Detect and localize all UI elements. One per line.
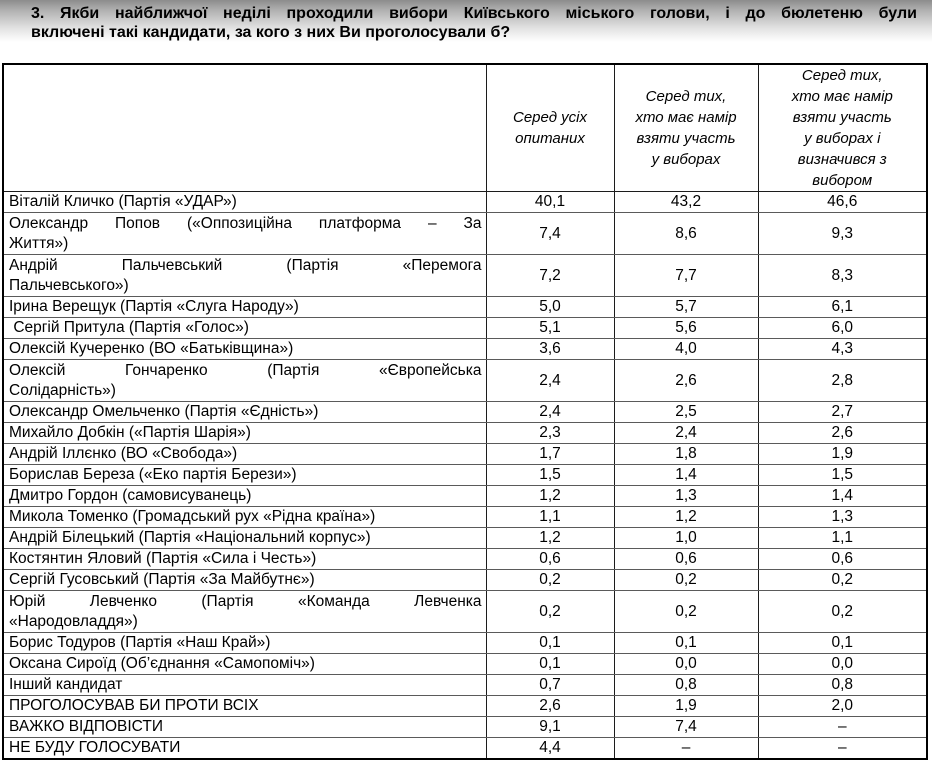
table-row — [3, 192, 927, 213]
column-header-line: вибором — [812, 172, 873, 189]
value-cell: 2,5 — [614, 402, 758, 423]
candidate-cell — [3, 402, 486, 423]
value-cell: 40,1 — [486, 192, 614, 213]
table-row — [3, 360, 927, 402]
value-cell: 0,8 — [758, 675, 927, 696]
candidate-line: Ірина Верещук (Партія «Слуга Народу») — [9, 298, 299, 315]
value-cell: 0,2 — [758, 570, 927, 591]
value-cell: 2,0 — [758, 696, 927, 717]
header-candidate-empty-cell — [3, 64, 486, 192]
candidate-line: НЕ БУДУ ГОЛОСУВАТИ — [9, 739, 181, 756]
column-header-line: у виборах — [651, 151, 721, 168]
value-cell: 1,9 — [614, 696, 758, 717]
value-cell: 1,5 — [486, 465, 614, 486]
column-header-among-all-respondents — [486, 64, 614, 192]
table-row — [3, 255, 927, 297]
value-cell: 1,2 — [614, 507, 758, 528]
column-header-line: визначився з — [797, 151, 887, 168]
value-cell: 0,6 — [614, 549, 758, 570]
value-cell: 2,4 — [614, 423, 758, 444]
value-cell: 7,4 — [486, 213, 614, 255]
value-cell: 0,2 — [486, 591, 614, 633]
value-cell: 6,0 — [758, 318, 927, 339]
candidate-line: Віталій Кличко (Партія «УДАР») — [9, 193, 237, 210]
table-row — [3, 675, 927, 696]
value-cell: 3,6 — [486, 339, 614, 360]
candidate-line: Життя») — [9, 234, 69, 252]
value-cell: 43,2 — [614, 192, 758, 213]
column-header-line: Серед тих, — [801, 67, 883, 84]
table-row — [3, 402, 927, 423]
value-cell: 8,6 — [614, 213, 758, 255]
value-cell: 1,3 — [758, 507, 927, 528]
table-row — [3, 549, 927, 570]
candidate-line: Борис Тодуров (Партія «Наш Край») — [9, 634, 271, 651]
table-row — [3, 654, 927, 675]
value-cell: 2,3 — [486, 423, 614, 444]
candidate-cell — [3, 192, 486, 213]
candidate-line: Сергій Притула (Партія «Голос») — [9, 319, 249, 336]
value-cell: 0,6 — [758, 549, 927, 570]
value-cell: 0,1 — [486, 633, 614, 654]
value-cell: 1,9 — [758, 444, 927, 465]
candidate-line: Борислав Береза («Еко партія Берези») — [9, 466, 297, 483]
table-row — [3, 486, 927, 507]
value-cell: 1,8 — [614, 444, 758, 465]
value-cell: 0,2 — [758, 591, 927, 633]
value-cell: 2,4 — [486, 360, 614, 402]
value-cell: 7,2 — [486, 255, 614, 297]
value-cell: 7,4 — [614, 717, 758, 738]
table-row — [3, 591, 927, 633]
candidate-cell — [3, 528, 486, 549]
column-header-among-intending-to-vote — [614, 64, 758, 192]
table-row — [3, 339, 927, 360]
candidate-line: Оксана Сироїд (Об’єднання «Самопоміч») — [9, 655, 315, 672]
candidate-cell — [3, 297, 486, 318]
results-table — [2, 63, 928, 760]
value-cell: 0,1 — [758, 633, 927, 654]
value-cell: 9,1 — [486, 717, 614, 738]
table-row — [3, 633, 927, 654]
candidate-cell — [3, 339, 486, 360]
candidate-cell — [3, 633, 486, 654]
candidate-cell — [3, 654, 486, 675]
value-cell: 1,7 — [486, 444, 614, 465]
candidate-cell — [3, 675, 486, 696]
candidate-line: Костянтин Яловий (Партія «Сила і Честь») — [9, 550, 317, 567]
candidate-cell — [3, 444, 486, 465]
value-cell: 0,0 — [758, 654, 927, 675]
value-cell: – — [758, 738, 927, 760]
value-cell: 5,1 — [486, 318, 614, 339]
candidate-cell — [3, 738, 486, 760]
value-cell: 0,6 — [486, 549, 614, 570]
candidate-line: ПРОГОЛОСУВАВ БИ ПРОТИ ВСІХ — [9, 697, 259, 714]
candidate-cell — [3, 423, 486, 444]
candidate-line: Олександр Попов («Оппозиційна платформа – За — [9, 214, 482, 232]
candidate-cell — [3, 255, 486, 297]
column-header-line: у виборах і — [804, 130, 881, 147]
value-cell: 4,0 — [614, 339, 758, 360]
column-header-line: хто має намір — [791, 88, 893, 105]
column-header-line: хто має намір — [635, 109, 737, 126]
value-cell: 0,1 — [486, 654, 614, 675]
value-cell: 1,1 — [758, 528, 927, 549]
candidate-line: Юрій Левченко (Партія «Команда Левченка — [9, 592, 482, 610]
value-cell: 1,3 — [614, 486, 758, 507]
column-header-line: Серед тих, — [645, 88, 727, 105]
value-cell: 0,2 — [614, 570, 758, 591]
candidate-cell — [3, 591, 486, 633]
candidate-cell — [3, 360, 486, 402]
value-cell: 2,6 — [758, 423, 927, 444]
candidate-cell — [3, 507, 486, 528]
candidate-line: Андрій Пальчевський (Партія «Перемога — [9, 256, 482, 274]
column-header-line: Серед усіх — [513, 109, 587, 126]
candidate-cell — [3, 717, 486, 738]
value-cell: 1,0 — [614, 528, 758, 549]
value-cell: 0,7 — [486, 675, 614, 696]
candidate-line: Дмитро Гордон (самовисуванець) — [9, 487, 252, 504]
candidate-line: Олександр Омельченко (Партія «Єдність») — [9, 403, 319, 420]
table-row — [3, 507, 927, 528]
value-cell: 0,1 — [614, 633, 758, 654]
value-cell: 1,5 — [758, 465, 927, 486]
value-cell: 1,1 — [486, 507, 614, 528]
table-row — [3, 738, 927, 760]
value-cell: 1,2 — [486, 528, 614, 549]
value-cell: 0,8 — [614, 675, 758, 696]
value-cell: 2,6 — [486, 696, 614, 717]
value-cell: 1,2 — [486, 486, 614, 507]
candidate-line: Олексій Гончаренко (Партія «Європейська — [9, 361, 482, 379]
value-cell: 1,4 — [758, 486, 927, 507]
question-title-line-2: включені такі кандидати, за кого з них Ви проголосували б? — [31, 24, 511, 41]
table-row — [3, 213, 927, 255]
value-cell: 0,2 — [614, 591, 758, 633]
table-row — [3, 696, 927, 717]
value-cell: 2,4 — [486, 402, 614, 423]
value-cell: 4,4 — [486, 738, 614, 760]
value-cell: 46,6 — [758, 192, 927, 213]
question-title-line-1: 3. Якби найближчої неділі проходили вибори Київського міського голови, і до бюлетеню були — [31, 5, 917, 22]
column-header-line: опитаних — [515, 130, 585, 147]
value-cell: 7,7 — [614, 255, 758, 297]
value-cell: 5,6 — [614, 318, 758, 339]
table-body — [3, 192, 927, 760]
candidate-cell — [3, 465, 486, 486]
table-row — [3, 444, 927, 465]
table-row — [3, 570, 927, 591]
table-row — [3, 297, 927, 318]
candidate-line: Пальчевського») — [9, 276, 129, 294]
table-row — [3, 528, 927, 549]
candidate-cell — [3, 549, 486, 570]
table-row — [3, 717, 927, 738]
value-cell: 5,7 — [614, 297, 758, 318]
value-cell: 2,8 — [758, 360, 927, 402]
candidate-line: Олексій Кучеренко (ВО «Батьківщина») — [9, 340, 294, 357]
candidate-line: Михайло Добкін («Партія Шарія») — [9, 424, 251, 441]
table-header-row — [3, 64, 927, 192]
candidate-line: ВАЖКО ВІДПОВІСТИ — [9, 718, 163, 735]
value-cell: 4,3 — [758, 339, 927, 360]
candidate-line: Андрій Іллєнко (ВО «Свобода») — [9, 445, 238, 462]
value-cell: 2,6 — [614, 360, 758, 402]
candidate-line: Сергій Гусовський (Партія «За Майбутнє») — [9, 571, 315, 588]
value-cell: – — [758, 717, 927, 738]
candidate-line: Солідарність») — [9, 381, 116, 399]
column-header-line: взяти участь — [636, 130, 736, 147]
column-header-line: взяти участь — [792, 109, 892, 126]
table-row — [3, 465, 927, 486]
value-cell: 0,2 — [486, 570, 614, 591]
value-cell: 1,4 — [614, 465, 758, 486]
table-row — [3, 423, 927, 444]
value-cell: – — [614, 738, 758, 760]
column-header-among-intending-and-decided — [758, 64, 927, 192]
candidate-cell — [3, 696, 486, 717]
value-cell: 6,1 — [758, 297, 927, 318]
value-cell: 9,3 — [758, 213, 927, 255]
value-cell: 2,7 — [758, 402, 927, 423]
candidate-cell — [3, 318, 486, 339]
candidate-cell — [3, 570, 486, 591]
value-cell: 0,0 — [614, 654, 758, 675]
candidate-cell — [3, 213, 486, 255]
candidate-line: Микола Томенко (Громадський рух «Рідна країна») — [9, 508, 376, 525]
question-title-band — [0, 0, 932, 42]
candidate-cell — [3, 486, 486, 507]
candidate-line: Інший кандидат — [9, 676, 123, 693]
table-row — [3, 318, 927, 339]
candidate-line: Андрій Білецький (Партія «Національний корпус») — [9, 529, 371, 546]
value-cell: 8,3 — [758, 255, 927, 297]
candidate-line: «Народовладдя») — [9, 612, 138, 630]
value-cell: 5,0 — [486, 297, 614, 318]
